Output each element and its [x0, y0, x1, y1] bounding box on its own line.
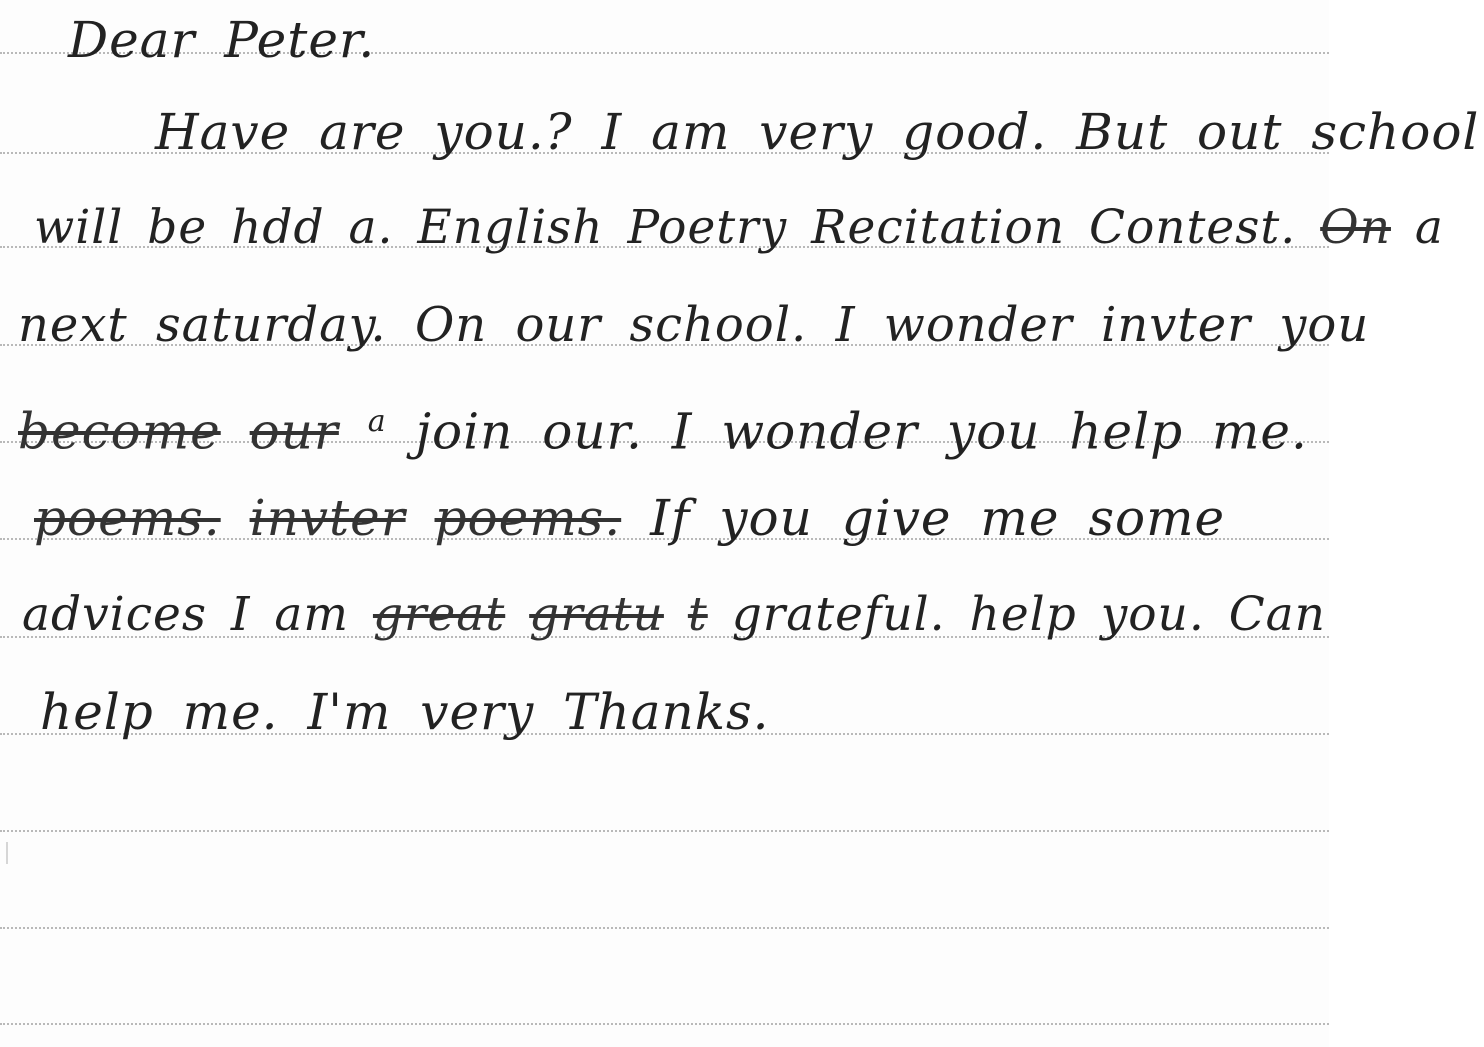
- letter-line: [22, 575, 1351, 655]
- crossed-out-word: t: [687, 587, 708, 642]
- ruled-line: [0, 927, 1329, 929]
- line-text: If you give me some: [650, 489, 1226, 547]
- crossed-out-word: our: [249, 402, 339, 461]
- letter-line: [34, 478, 1363, 558]
- letter-line: [34, 188, 1444, 268]
- ruled-line: [0, 1023, 1329, 1025]
- letter-line: [18, 285, 1370, 365]
- ruled-line: [0, 830, 1329, 832]
- margin-mark: [6, 842, 8, 864]
- crossed-out-word: poems.: [34, 489, 221, 547]
- line-text: join our. I wonder you help me.: [415, 402, 1308, 461]
- letter-line: [18, 382, 1347, 462]
- greeting-text: Dear Peter.: [68, 11, 376, 69]
- letter-line: [40, 672, 1369, 752]
- crossed-out-word: On: [1320, 200, 1391, 255]
- line-text: help me. I'm very Thanks.: [40, 683, 770, 741]
- crossed-out-word: invter: [249, 489, 406, 547]
- line-text: next saturday. On our school. I wonder invter you: [18, 297, 1370, 353]
- line-text-tail: a: [1414, 200, 1444, 255]
- letter-greeting: [68, 0, 1397, 80]
- line-text: Have are you.? I am very good. But out school: [155, 103, 1480, 161]
- line-text: will be hdd a. English Poetry Recitation Contest.: [34, 200, 1297, 255]
- insertion-mark: a: [367, 404, 387, 439]
- crossed-out-word: gratu: [529, 587, 664, 642]
- crossed-out-word: become: [18, 402, 221, 461]
- letter-line: [155, 92, 1484, 172]
- line-text: advices I am: [22, 587, 349, 642]
- line-text: grateful. help you. Can: [731, 587, 1326, 642]
- crossed-out-word: great: [372, 587, 506, 642]
- crossed-out-word: poems.: [434, 489, 622, 547]
